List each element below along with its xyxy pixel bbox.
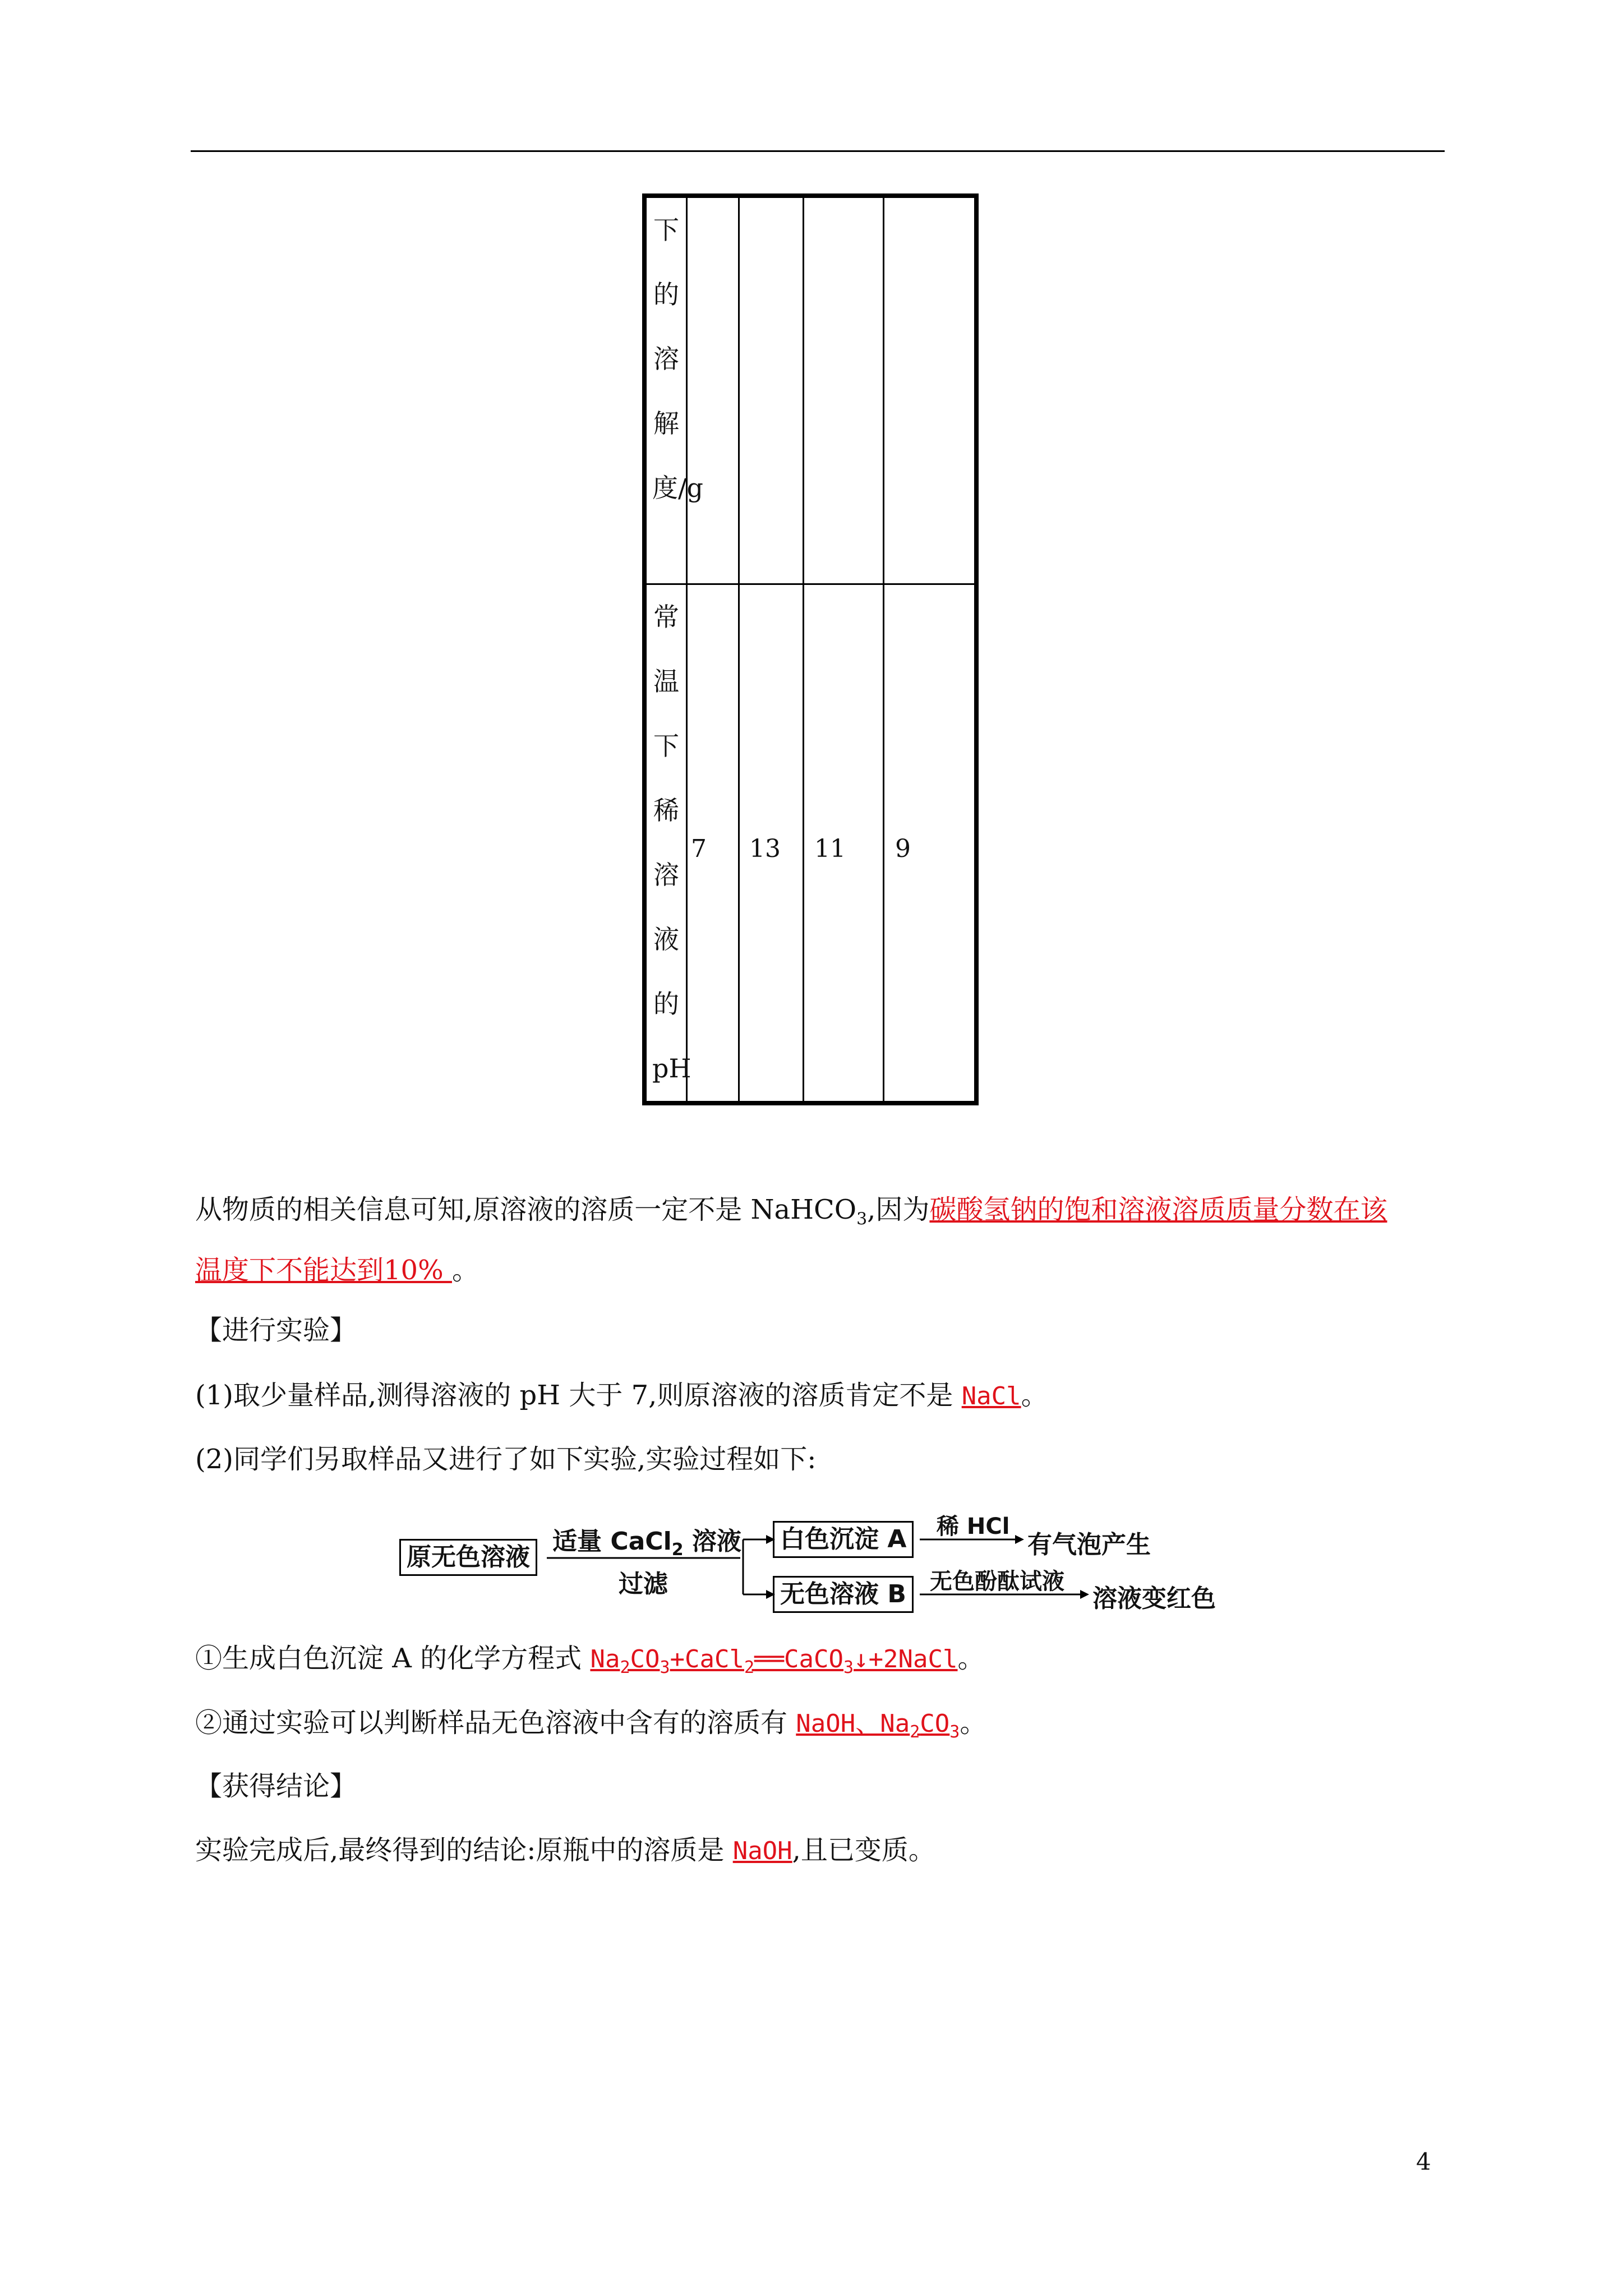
- answer-blank: NaCl: [961, 1382, 1021, 1410]
- text: 实验完成后,最终得到的结论:原瓶中的溶质是: [195, 1834, 725, 1866]
- reagent-label: [552, 1521, 741, 1560]
- answer-blank: 温度下不能达到10%: [195, 1255, 452, 1286]
- box-precipitate-a: 白色沉淀 A: [773, 1521, 914, 1558]
- subscript: 3: [660, 1657, 670, 1677]
- text: 。: [960, 1707, 987, 1739]
- text: 。: [1021, 1380, 1048, 1411]
- text: CO: [920, 1709, 950, 1738]
- text: 溶液: [683, 1527, 741, 1556]
- section-heading: 【获得结论】: [195, 1771, 357, 1802]
- row-label-ph: 常温下稀溶液的pH: [652, 602, 691, 1084]
- text: 。: [957, 1643, 985, 1674]
- arrow-a-label: 稀 HCl: [937, 1514, 1010, 1539]
- ph-value: 11: [814, 835, 846, 863]
- subscript: 2: [744, 1657, 755, 1677]
- text: ①生成白色沉淀 A 的化学方程式: [195, 1643, 582, 1674]
- text: ↓+2NaCl: [854, 1645, 958, 1673]
- answer-blank: [796, 1709, 960, 1742]
- answer-blank: [590, 1645, 958, 1677]
- filter-label: 过滤: [619, 1570, 668, 1598]
- ph-value: 13: [749, 835, 781, 863]
- subscript: 2: [620, 1657, 630, 1677]
- subscript: 3: [843, 1657, 854, 1677]
- answer-blank: 碳酸氢钠的饱和溶液溶质质量分数在该: [929, 1194, 1387, 1225]
- text: ,且已变质。: [792, 1834, 935, 1866]
- text: ══CaCO: [754, 1645, 844, 1673]
- text: NaOH、Na: [796, 1709, 910, 1738]
- answer-blank: NaOH: [732, 1837, 792, 1865]
- page-number: 4: [1416, 2148, 1431, 2175]
- arrow-b-label: 无色酚酞试液: [930, 1569, 1064, 1594]
- question-solutes: [195, 1706, 986, 1741]
- box-solution-b: 无色溶液 B: [773, 1576, 914, 1613]
- subscript: 3: [949, 1722, 960, 1742]
- section-heading: 【进行实验】: [195, 1315, 357, 1346]
- step-2: (2)同学们另取样品又进行了如下实验,实验过程如下:: [195, 1444, 817, 1475]
- text: 。: [451, 1255, 479, 1286]
- subscript: 2: [671, 1539, 684, 1560]
- result-a: 有气泡产生: [1027, 1530, 1151, 1559]
- subscript: 3: [856, 1209, 868, 1229]
- start-box: 原无色溶液: [399, 1539, 537, 1576]
- ph-value: 9: [895, 835, 911, 863]
- question-equation: [195, 1642, 985, 1676]
- subscript: 2: [910, 1722, 920, 1742]
- row-label-solubility: 下的溶解度/g: [652, 215, 703, 503]
- text: ②通过实验可以判断样品无色溶液中含有的溶质有: [195, 1707, 788, 1739]
- text: CO: [630, 1645, 660, 1673]
- text: Na: [590, 1645, 620, 1673]
- result-b: 溶液变红色: [1092, 1584, 1216, 1613]
- text: ,因为: [867, 1194, 930, 1225]
- conclusion: [195, 1833, 935, 1868]
- text: 从物质的相关信息可知,原溶液的溶质一定不是 NaHCO: [195, 1194, 857, 1225]
- ph-value: 7: [691, 835, 707, 863]
- text: 适量 CaCl: [552, 1527, 672, 1556]
- text: +CaCl: [670, 1645, 744, 1673]
- text: (1)取少量样品,测得溶液的 pH 大于 7,则原溶液的溶质肯定不是: [195, 1380, 953, 1411]
